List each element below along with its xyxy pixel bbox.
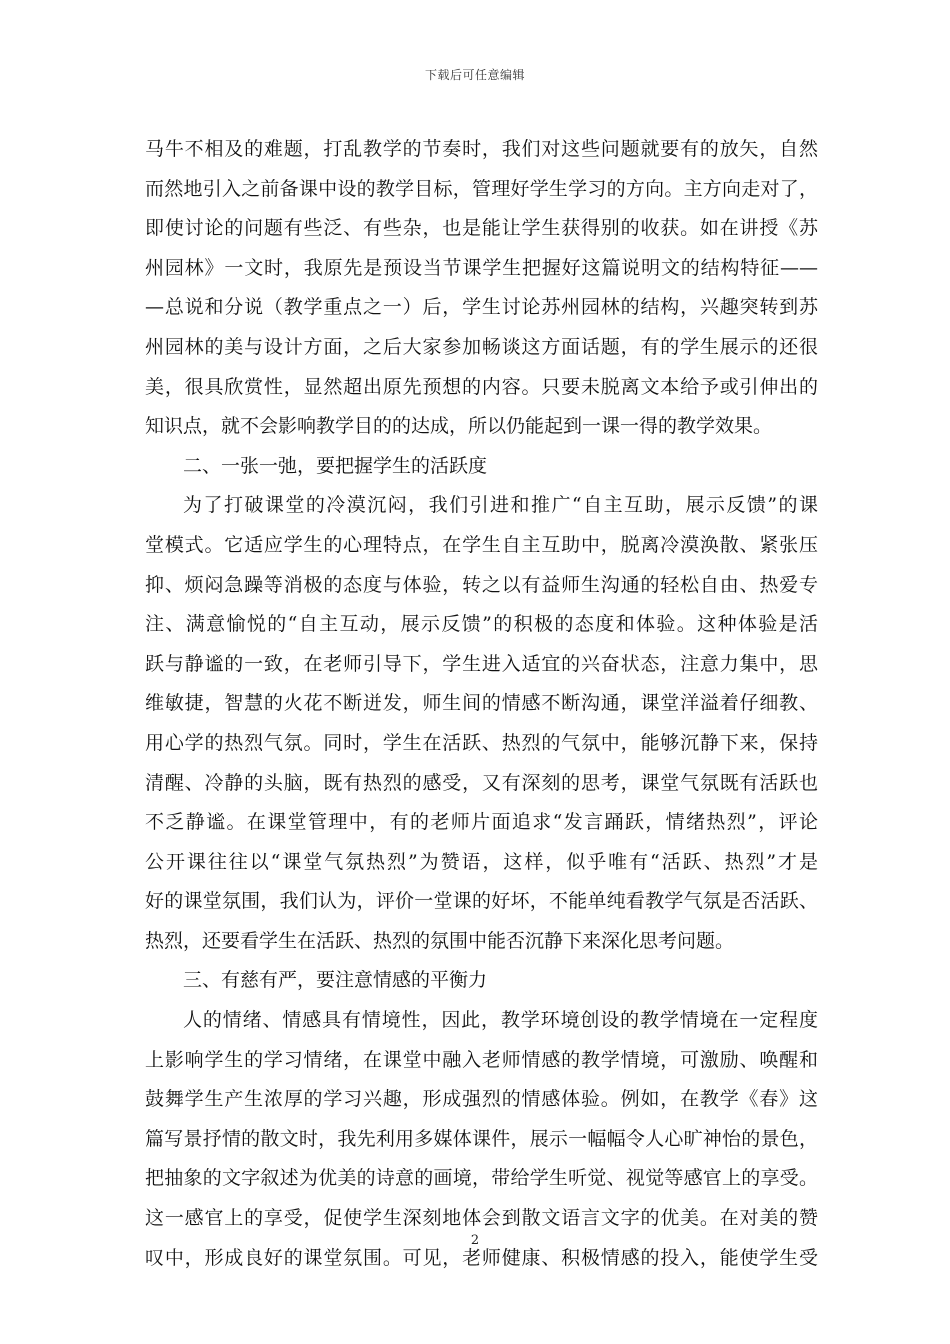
text-line: 好的课堂氛围，我们认为，评价一堂课的好坏，不能单纯看教学气氛是否活跃、 — [145, 890, 818, 913]
text-line: 把抽象的文字叙述为优美的诗意的画境，带给学生听觉、视觉等感官上的享受。 — [145, 1167, 818, 1190]
text-line: 为了打破课堂的冷漠沉闷，我们引进和推广“自主互助，展示反馈”的课 — [183, 494, 818, 517]
text-line: 篇写景抒情的散文时，我先利用多媒体课件，展示一幅幅令人心旷神怡的景色， — [145, 1127, 818, 1150]
text-line: 不乏静谧。在课堂管理中，有的老师片面追求“发言踊跃，情绪热烈”，评论 — [145, 811, 818, 834]
text-line: 跃与静谧的一致，在老师引导下，学生进入适宜的兴奋状态，注意力集中，思 — [145, 652, 818, 675]
page-number: 2 — [470, 1233, 480, 1248]
text-line: 州园林的美与设计方面，之后大家参加畅谈这方面话题，有的学生展示的还很 — [145, 335, 818, 358]
text-line: 而然地引入之前备课中设的教学目标，管理好学生学习的方向。主方向走对了， — [145, 177, 818, 200]
section-heading: 二、一张一弛，要把握学生的活跃度 — [183, 454, 488, 477]
text-line: 热烈，还要看学生在活跃、热烈的氛围中能否沉静下来深化思考问题。 — [145, 929, 735, 952]
text-line: 人的情绪、情感具有情境性，因此，教学环境创设的教学情境在一定程度 — [183, 1009, 818, 1032]
text-line: 即使讨论的问题有些泛、有些杂，也是能让学生获得别的收获。如在讲授《苏 — [145, 217, 818, 240]
text-line: —总说和分说（教学重点之一）后，学生讨论苏州园林的结构，兴趣突转到苏 — [145, 296, 818, 319]
text-line: 叹中，形成良好的课堂氛围。可见，老师健康、积极情感的投入，能使学生受 — [145, 1246, 818, 1269]
text-line: 上影响学生的学习情绪，在课堂中融入老师情感的教学情境，可激励、唤醒和 — [145, 1048, 818, 1071]
text-line: 公开课往往以“课堂气氛热烈”为赞语，这样，似乎唯有“活跃、热烈”才是 — [145, 850, 818, 873]
text-line: 这一感官上的享受，促使学生深刻地体会到散文语言文字的优美。在对美的赞 — [145, 1207, 818, 1230]
text-line: 堂模式。它适应学生的心理特点，在学生自主互助中，脱离冷漠涣散、紧张压 — [145, 533, 818, 556]
document-body — [145, 130, 818, 1278]
page-header: 下载后可任意编辑 — [424, 68, 525, 82]
text-line: 州园林》一文时，我原先是预设当节课学生把握好这篇说明文的结构特征—— — [145, 256, 818, 279]
text-line: 抑、烦闷急躁等消极的态度与体验，转之以有益师生沟通的轻松自由、热爱专 — [145, 573, 818, 596]
text-line: 维敏捷，智慧的火花不断迸发，师生间的情感不断沟通，课堂洋溢着仔细教、 — [145, 692, 818, 715]
text-line: 鼓舞学生产生浓厚的学习兴趣，形成强烈的情感体验。例如，在教学《春》这 — [145, 1088, 818, 1111]
text-line: 马牛不相及的难题，打乱教学的节奏时，我们对这些问题就要有的放矢，自然 — [145, 138, 818, 160]
text-line: 清醒、冷静的头脑，既有热烈的感受，又有深刻的思考，课堂气氛既有活跃也 — [145, 771, 818, 794]
text-line: 知识点，就不会影响教学目的的达成，所以仍能起到一课一得的教学效果。 — [145, 415, 773, 438]
text-line: 美，很具欣赏性，显然超出原先预想的内容。只要未脱离文本给予或引伸出的 — [145, 375, 818, 398]
text-line: 注、满意愉悦的“自主互动，展示反馈”的积极的态度和体验。这种体验是活 — [145, 613, 818, 636]
section-heading: 三、有慈有严，要注意情感的平衡力 — [183, 969, 488, 992]
text-line: 用心学的热烈气氛。同时，学生在活跃、热烈的气氛中，能够沉静下来，保持 — [145, 731, 818, 754]
